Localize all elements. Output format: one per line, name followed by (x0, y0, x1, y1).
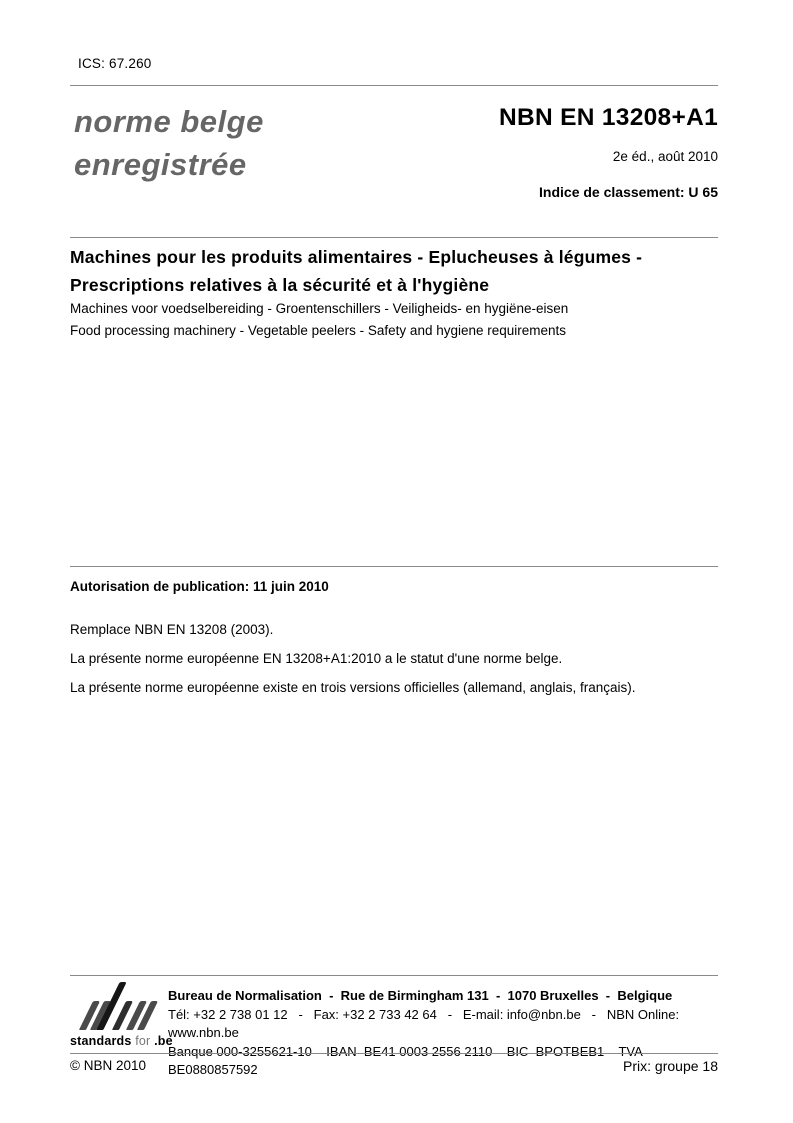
publication-authorization: Autorisation de publication: 11 juin 2010 (70, 579, 329, 594)
nbn-logo-icon (86, 982, 168, 1030)
document-kind-line1: norme belge (74, 104, 264, 139)
document-title-fr-line2: Prescriptions relatives à la sécurité et à l'hygiène (70, 274, 490, 295)
copyright-notice: © NBN 2010 (70, 1058, 146, 1073)
tagline-for: for (135, 1034, 151, 1048)
masthead-reference-block (499, 103, 718, 200)
tagline-be: .be (154, 1034, 173, 1048)
nbn-logo-tagline (70, 1034, 173, 1048)
tagline-standards: standards (70, 1034, 132, 1048)
divider-top (70, 85, 718, 86)
divider-footer-top (70, 975, 718, 976)
replaces-note: Remplace NBN EN 13208 (2003). (70, 622, 274, 637)
ics-code: ICS: 67.260 (78, 56, 152, 71)
document-title-fr-line1: Machines pour les produits alimentaires - Eplucheuses à légumes - (70, 247, 643, 267)
edition-date: 2e éd., août 2010 (612, 149, 718, 164)
document-title-en: Food processing machinery - Vegetable peelers - Safety and hygiene requirements (70, 323, 567, 338)
publisher-contact: Tél: +32 2 738 01 12 - Fax: +32 2 733 42 64 - E-mail: info@nbn.be - NBN Online: www.nbn.be (168, 1006, 683, 1040)
document-title-nl: Machines voor voedselbereiding - Groentenschillers - Veiligheids- en hygiëne-eisen (70, 301, 569, 316)
price-group: Prix: groupe 18 (623, 1058, 718, 1074)
divider-header (70, 237, 718, 238)
document-kind-line2: enregistrée (74, 147, 247, 182)
nbn-logo (70, 982, 173, 1048)
document-kind-label (74, 100, 264, 186)
publisher-bank-details: Banque 000-3255621-10 IBAN BE41 0003 2556 2110 BIC BPOTBEB1 TVA BE0880857592 (168, 1043, 650, 1077)
versions-note: La présente norme européenne existe en trois versions officielles (allemand, anglais, français). (70, 680, 636, 695)
divider-publication (70, 566, 718, 567)
divider-footer-bottom (70, 1053, 718, 1054)
document-number: NBN EN 13208+A1 (499, 104, 718, 131)
publisher-address: Bureau de Normalisation - Rue de Birmingham 131 - 1070 Bruxelles - Belgique (168, 988, 673, 1003)
status-note: La présente norme européenne EN 13208+A1:2010 a le statut d'une norme belge. (70, 651, 563, 666)
classification-index: Indice de classement: U 65 (539, 184, 718, 200)
document-title-fr (70, 244, 730, 299)
